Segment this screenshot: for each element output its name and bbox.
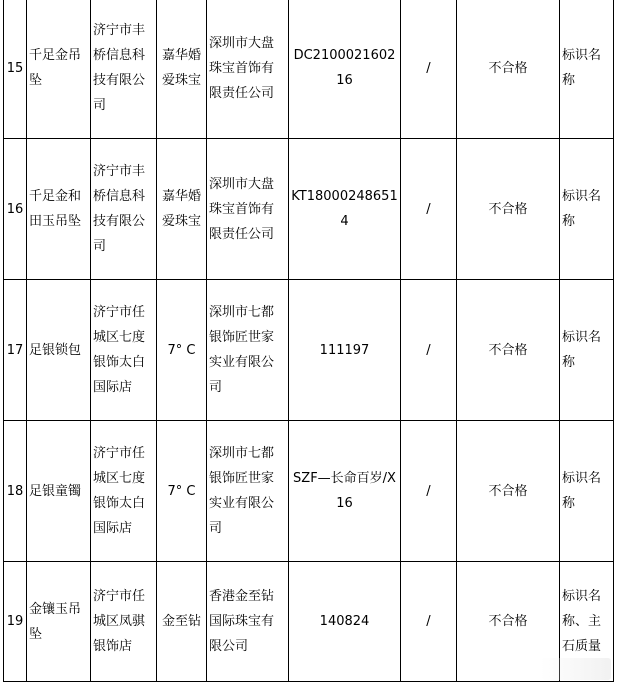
seller-name: 济宁市任城区凤骐银饰店 [91,562,157,682]
brand-name: 7° C [157,280,207,421]
inspection-result: 不合格 [457,562,560,682]
brand-name: 嘉华婚爱珠宝 [157,0,207,139]
product-name: 千足金吊坠 [27,0,91,139]
inspection-result: 不合格 [457,421,560,562]
manufacturer-name: 深圳市大盘珠宝首饰有限责任公司 [207,139,289,280]
production-date: / [401,280,457,421]
inspection-result: 不合格 [457,280,560,421]
table-row [4,562,614,682]
row-number: 15 [4,0,27,139]
manufacturer-name: 深圳市七都银饰匠世家实业有限公司 [207,280,289,421]
row-number: 16 [4,139,27,280]
product-name: 千足金和田玉吊坠 [27,139,91,280]
production-date: / [401,0,457,139]
manufacturer-name: 深圳市七都银饰匠世家实业有限公司 [207,421,289,562]
failed-item: 标识名称 [560,280,614,421]
seller-name: 济宁市任城区七度银饰太白国际店 [91,421,157,562]
watermark [541,658,611,680]
brand-name: 金至钻 [157,562,207,682]
table-row [4,421,614,562]
table-row [4,0,614,139]
failed-item: 标识名称 [560,0,614,139]
failed-item: 标识名称 [560,139,614,280]
table-row [4,139,614,280]
brand-name: 嘉华婚爱珠宝 [157,139,207,280]
seller-name: 济宁市丰桥信息科技有限公司 [91,0,157,139]
manufacturer-name: 香港金至钻国际珠宝有限公司 [207,562,289,682]
model-batch: SZF—长命百岁/X16 [289,421,401,562]
failed-item: 标识名称 [560,421,614,562]
manufacturer-name: 深圳市大盘珠宝首饰有限责任公司 [207,0,289,139]
failed-item: 标识名称、主石质量 [560,562,614,682]
seller-name: 济宁市任城区七度银饰太白国际店 [91,280,157,421]
inspection-result: 不合格 [457,0,560,139]
model-batch: 111197 [289,280,401,421]
row-number: 18 [4,421,27,562]
model-batch: KT180002486514 [289,139,401,280]
table-row [4,280,614,421]
inspection-results-table [3,0,614,682]
seller-name: 济宁市丰桥信息科技有限公司 [91,139,157,280]
model-batch: 140824 [289,562,401,682]
product-name: 金镶玉吊坠 [27,562,91,682]
production-date: / [401,421,457,562]
row-number: 19 [4,562,27,682]
model-batch: DC210002160216 [289,0,401,139]
row-number: 17 [4,280,27,421]
product-name: 足银锁包 [27,280,91,421]
production-date: / [401,562,457,682]
brand-name: 7° C [157,421,207,562]
product-name: 足银童镯 [27,421,91,562]
inspection-result: 不合格 [457,139,560,280]
production-date: / [401,139,457,280]
